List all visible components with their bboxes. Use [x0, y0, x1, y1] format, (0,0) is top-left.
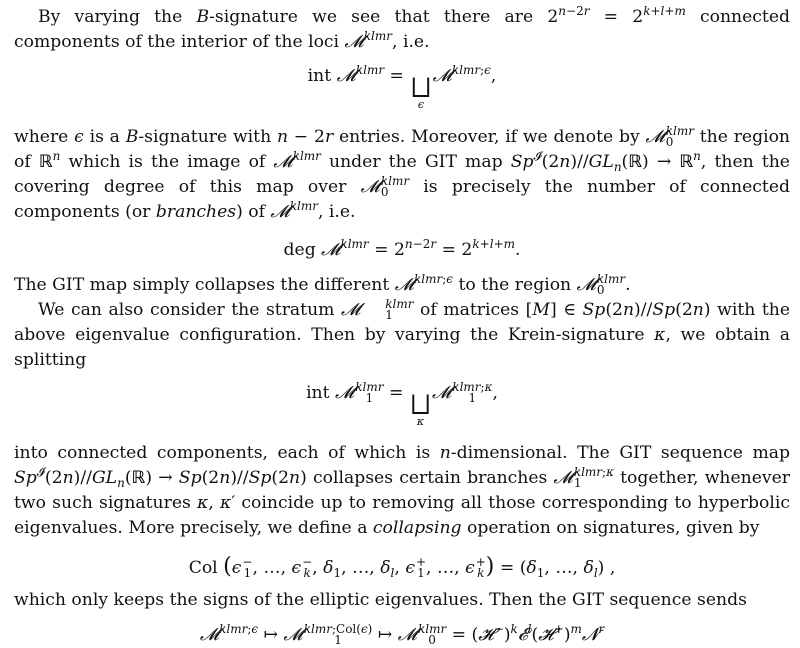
paragraph-2: where ϵ is a B-signature with n − 2r entries. Moreover, if we denote by 𝓜 klmr 0 the region of ℝ$^n$ which is the image of 𝓜$^{klmr}$ under the GIT map $Sp^𝓘(2n)//GL_n(ℝ)$ → ℝ$^n$, then the covering degree of this map over 𝓜 klmr 0 is precisely the number of connected components (or branches) of 𝓜$^{klmr}$, i.e. [14, 124, 791, 222]
paper-page [14, 0, 791, 648]
equation-krein-splitting: int 𝓜 klmr 1 = ⨆ κ 𝓜 klmr;κ 1 , [306, 380, 498, 428]
paragraph-4: We can also consider the stratum 𝓜 klmr 1 of matrices [M] ∈ Sp(2n)//Sp(2n) with the above eigenvalue configuration. Then by varying the Krein-signature κ, we obtain a splitting [14, 297, 791, 370]
equation-git-sequence: 𝓜$^{klmr;\epsilon}$ ↦ 𝓜 klmr;Col(ϵ) 1 ↦ 𝓜 klmr 0 = (𝓗−)$^k$𝓔$^l$(𝓗+)$^m$𝓝$^r$ [199, 622, 605, 648]
equation-degree: deg 𝓜$^{klmr}$ = $2^{n-2r} = 2^{k+l+m}$. [283, 237, 521, 260]
paragraph-5: into connected components, each of which is n-dimensional. The GIT sequence map $Sp^𝓘(2n)//GL_n(ℝ) \to Sp(2n)//Sp(2n)$ collapses certain branches 𝓜 klmr;κ 1 together, whenever two such signatures κ, κ′ coincide up to removing all those corresponding to hyperbolic eigenvalues. More precisely, we define a collapsing operation on signatures, given by [14, 443, 791, 538]
paragraph-6: which only keeps the signs of the elliptic eigenvalues. Then the GIT sequence sends [14, 590, 747, 610]
paragraph-1: By varying the B-signature we see that there are $2^{n-2r} = 2^{k+l+m}$ connected components of the interior of the loci 𝓜$^{klmr}$, i.e. [14, 4, 790, 52]
equation-collapsing: Col (ϵ − 1 , …, ϵ − k , $\delta_1$, …, $\delta_l$, ϵ + 1 , …, ϵ + k ) = ($\delta_1$, …, $\delta_l$) , [188, 554, 616, 581]
equation-interior-union: int 𝓜$^{klmr}$ = ⨆ ϵ 𝓜$^{klmr;\epsilon}$, [307, 63, 497, 111]
paragraph-3: The GIT map simply collapses the different 𝓜$^{klmr;\epsilon}$ to the region 𝓜 klmr 0 . [14, 272, 631, 298]
